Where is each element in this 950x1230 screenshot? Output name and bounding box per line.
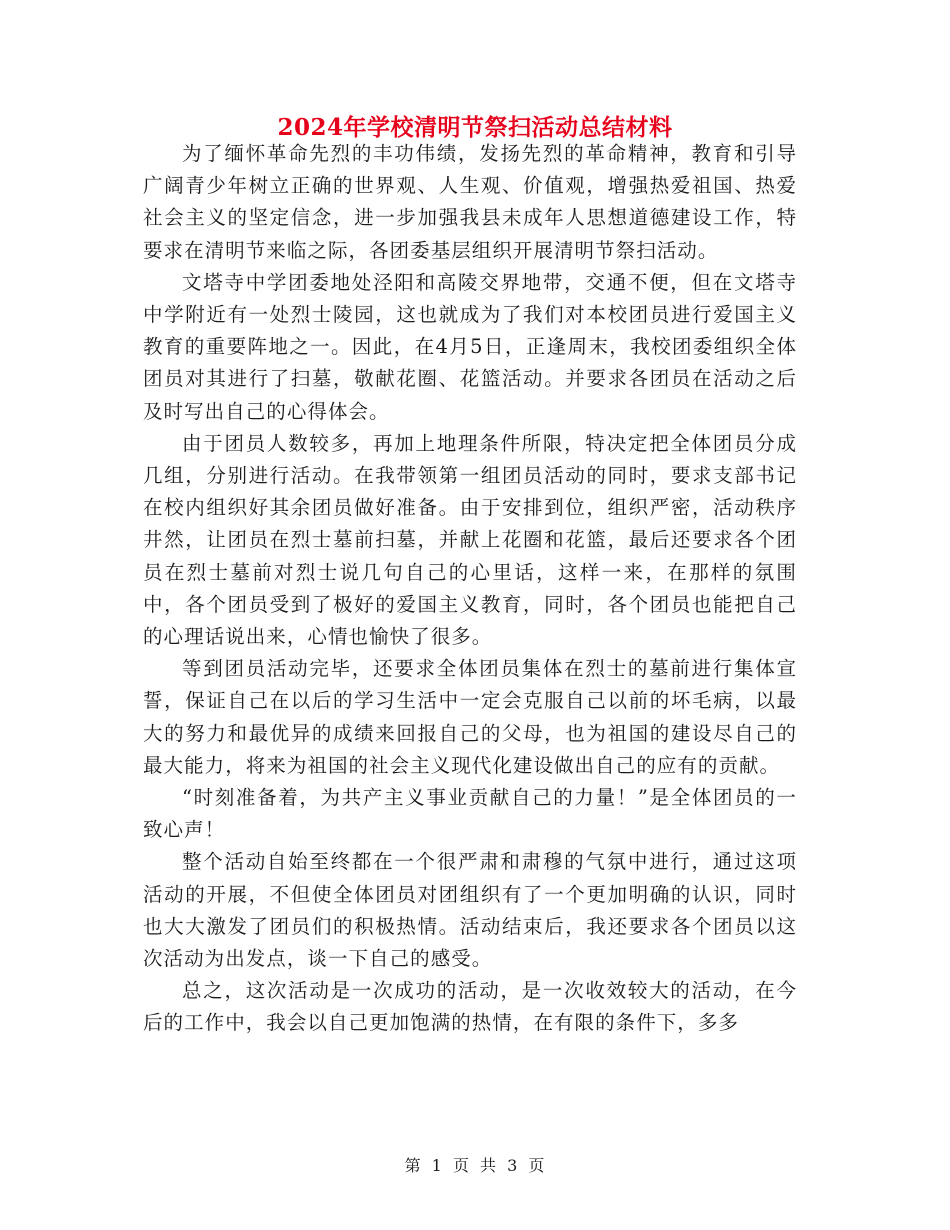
paragraph: 为了缅怀革命先烈的丰功伟绩，发扬先烈的革命精神，教育和引导广阔青少年树立正确的世界观、人生观、价值观，增强热爱祖国、热爱社会主义的坚定信念，进一步加强我县未成年人思想道德建设工作，特要求在清明节来临之际，各团委基层组织开展清明节祭扫活动。 bbox=[143, 142, 797, 262]
paragraph: 等到团员活动完毕，还要求全体团员集体在烈士的墓前进行集体宣誓，保证自己在以后的学习生活中一定会克服自己以前的坏毛病，以最大的努力和最优异的成绩来回报自己的父母，也为祖国的建设尽自己的最大能力，将来为祖国的社会主义现代化建设做出自己的应有的贡献。 bbox=[143, 657, 797, 777]
paragraph: “时刻准备着，为共产主义事业贡献自己的力量！”是全体团员的一致心声！ bbox=[143, 786, 797, 842]
document-title: 2024年学校清明节祭扫活动总结材料 bbox=[277, 114, 673, 141]
page-number-footer: 第 1 页 共 3 页 bbox=[404, 1156, 546, 1175]
paragraph: 总之，这次活动是一次成功的活动，是一次收效较大的活动，在今后的工作中，我会以自己更加饱满的热情，在有限的条件下，多多 bbox=[143, 979, 797, 1035]
paragraph: 由于团员人数较多，再加上地理条件所限，特决定把全体团员分成几组，分别进行活动。在我带领第一组团员活动的同时，要求支部书记在校内组织好其余团员做好准备。由于安排到位，组织严密，活动秩序井然，让团员在烈士墓前扫墓，并献上花圈和花篮，最后还要求各个团员在烈士墓前对烈士说几句自己的心里话，这样一来，在那样的氛围中，各个团员受到了极好的爱国主义教育，同时，各个团员也能把自己的心理话说出来，心情也愉快了很多。 bbox=[143, 431, 797, 649]
paragraph: 文塔寺中学团委地处泾阳和高陵交界地带，交通不便，但在文塔寺中学附近有一处烈士陵园，这也就成为了我们对本校团员进行爱国主义教育的重要阵地之一。因此，在4月5日，正逢周末，我校团委组织全体团员对其进行了扫墓，敬献花圈、花篮活动。并要求各团员在活动之后及时写出自己的心得体会。 bbox=[143, 270, 797, 423]
paragraph: 整个活动自始至终都在一个很严肃和肃穆的气氛中进行，通过这项活动的开展，不但使全体团员对团组织有了一个更加明确的认识，同时也大大激发了团员们的积极热情。活动结束后，我还要求各个团员以这次活动为出发点，谈一下自己的感受。 bbox=[143, 850, 797, 971]
document-body bbox=[143, 138, 797, 1040]
